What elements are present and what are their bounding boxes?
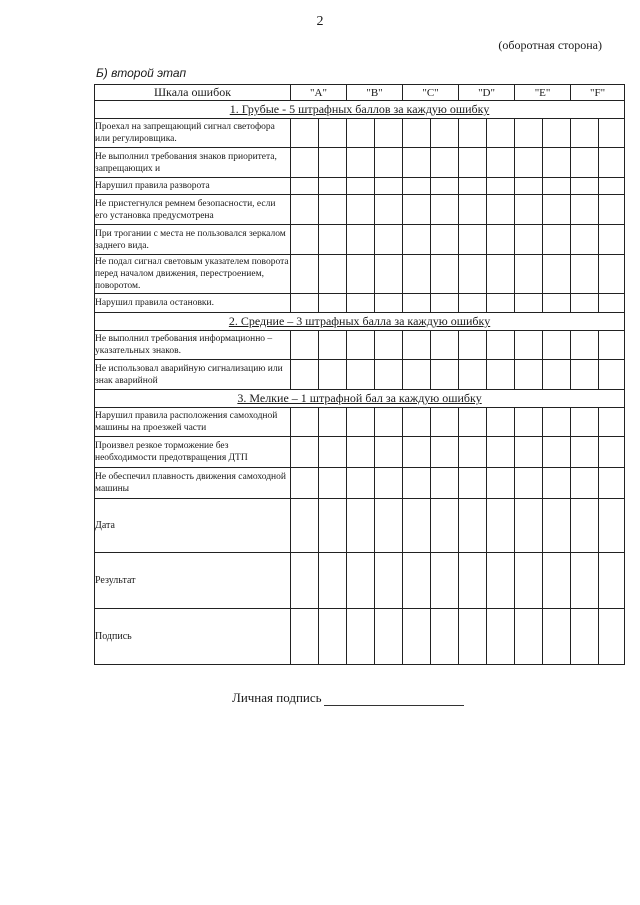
score-cell[interactable] <box>543 119 571 148</box>
score-cell[interactable] <box>319 178 347 195</box>
score-cell[interactable] <box>431 148 459 178</box>
score-cell[interactable] <box>431 195 459 225</box>
score-cell[interactable] <box>403 553 431 609</box>
score-cell[interactable] <box>599 408 625 437</box>
score-cell[interactable] <box>347 553 375 609</box>
score-cell[interactable] <box>599 294 625 313</box>
score-cell[interactable] <box>347 195 375 225</box>
score-cell[interactable] <box>291 148 319 178</box>
score-cell[interactable] <box>515 294 543 313</box>
footer-label: Подпись <box>95 609 291 665</box>
score-cell[interactable] <box>347 255 375 294</box>
score-cell[interactable] <box>291 331 319 360</box>
score-cell[interactable] <box>599 178 625 195</box>
score-cell[interactable] <box>571 609 599 665</box>
score-cell[interactable] <box>515 178 543 195</box>
score-cell[interactable] <box>431 294 459 313</box>
score-cell[interactable] <box>347 119 375 148</box>
table-header-row <box>95 85 625 101</box>
error-description: Не подал сигнал световым указателем поворота перед началом движения, перестроением, поворотом. <box>95 255 291 294</box>
score-cell[interactable] <box>347 468 375 499</box>
score-cell[interactable] <box>599 553 625 609</box>
score-cell[interactable] <box>403 195 431 225</box>
score-cell[interactable] <box>403 437 431 468</box>
score-cell[interactable] <box>515 609 543 665</box>
score-cell[interactable] <box>319 499 347 553</box>
score-cell[interactable] <box>403 499 431 553</box>
section-title: 1. Грубые - 5 штрафных баллов за каждую ошибку <box>229 102 490 116</box>
score-cell[interactable] <box>543 408 571 437</box>
score-cell[interactable] <box>599 255 625 294</box>
score-cell[interactable] <box>375 255 403 294</box>
score-cell[interactable] <box>487 178 515 195</box>
score-cell[interactable] <box>375 408 403 437</box>
error-description: Не выполнил требования информационно – указательных знаков. <box>95 331 291 360</box>
score-cell[interactable] <box>291 553 319 609</box>
score-cell[interactable] <box>319 360 347 390</box>
score-cell[interactable] <box>515 148 543 178</box>
section-title: 2. Средние – 3 штрафных балла за каждую ошибку <box>228 314 491 328</box>
score-cell[interactable] <box>599 499 625 553</box>
score-cell[interactable] <box>347 148 375 178</box>
score-cell[interactable] <box>431 360 459 390</box>
score-cell[interactable] <box>403 255 431 294</box>
score-cell[interactable] <box>347 225 375 255</box>
section-title-cell <box>95 101 625 119</box>
score-cell[interactable] <box>459 499 487 553</box>
score-cell[interactable] <box>487 437 515 468</box>
score-cell[interactable] <box>319 408 347 437</box>
table-row <box>95 331 625 360</box>
score-cell[interactable] <box>599 437 625 468</box>
score-cell[interactable] <box>375 225 403 255</box>
score-cell[interactable] <box>291 609 319 665</box>
score-cell[interactable] <box>291 468 319 499</box>
score-cell[interactable] <box>459 119 487 148</box>
score-cell[interactable] <box>515 553 543 609</box>
score-cell[interactable] <box>347 609 375 665</box>
score-cell[interactable] <box>487 609 515 665</box>
score-cell[interactable] <box>347 294 375 313</box>
score-cell[interactable] <box>459 437 487 468</box>
score-cell[interactable] <box>403 360 431 390</box>
score-cell[interactable] <box>543 178 571 195</box>
score-cell[interactable] <box>347 499 375 553</box>
score-cell[interactable] <box>431 553 459 609</box>
score-cell[interactable] <box>431 408 459 437</box>
score-cell[interactable] <box>347 360 375 390</box>
score-cell[interactable] <box>599 468 625 499</box>
personal-signature <box>232 690 464 706</box>
score-cell[interactable] <box>487 294 515 313</box>
score-cell[interactable] <box>319 609 347 665</box>
score-cell[interactable] <box>487 225 515 255</box>
footer-row <box>95 553 625 609</box>
score-cell[interactable] <box>319 225 347 255</box>
score-cell[interactable] <box>347 331 375 360</box>
error-scale-table <box>94 84 625 665</box>
table-row <box>95 225 625 255</box>
score-cell[interactable] <box>431 331 459 360</box>
score-cell[interactable] <box>487 331 515 360</box>
score-cell[interactable] <box>571 294 599 313</box>
score-cell[interactable] <box>487 468 515 499</box>
section-row <box>95 390 625 408</box>
score-cell[interactable] <box>291 178 319 195</box>
score-cell[interactable] <box>459 225 487 255</box>
score-cell[interactable] <box>291 437 319 468</box>
score-cell[interactable] <box>599 195 625 225</box>
score-cell[interactable] <box>459 148 487 178</box>
score-cell[interactable] <box>571 468 599 499</box>
score-cell[interactable] <box>543 195 571 225</box>
score-cell[interactable] <box>487 148 515 178</box>
score-cell[interactable] <box>291 225 319 255</box>
score-cell[interactable] <box>375 437 403 468</box>
score-cell[interactable] <box>515 468 543 499</box>
table-row <box>95 195 625 225</box>
score-cell[interactable] <box>403 119 431 148</box>
score-cell[interactable] <box>487 408 515 437</box>
score-cell[interactable] <box>571 437 599 468</box>
score-cell[interactable] <box>459 609 487 665</box>
score-cell[interactable] <box>403 408 431 437</box>
signature-blank-line[interactable] <box>324 693 464 706</box>
score-cell[interactable] <box>459 178 487 195</box>
page-number: 2 <box>316 14 324 29</box>
section-title-cell <box>95 390 625 408</box>
score-cell[interactable] <box>347 408 375 437</box>
stage-title: Б) второй этап <box>96 66 187 80</box>
score-cell[interactable] <box>431 437 459 468</box>
footer-label: Результат <box>95 553 291 609</box>
score-cell[interactable] <box>515 331 543 360</box>
score-cell[interactable] <box>543 294 571 313</box>
score-cell[interactable] <box>319 148 347 178</box>
score-cell[interactable] <box>403 148 431 178</box>
score-cell[interactable] <box>571 195 599 225</box>
score-cell[interactable] <box>431 609 459 665</box>
score-cell[interactable] <box>571 553 599 609</box>
column-header-f: "F" <box>571 85 625 101</box>
error-description: Нарушил правила остановки. <box>95 294 291 313</box>
score-cell[interactable] <box>515 119 543 148</box>
score-cell[interactable] <box>375 119 403 148</box>
score-cell[interactable] <box>571 255 599 294</box>
error-description: Произвел резкое торможение без необходимости предотвращения ДТП <box>95 437 291 468</box>
footer-label: Дата <box>95 499 291 553</box>
score-cell[interactable] <box>431 499 459 553</box>
score-cell[interactable] <box>375 609 403 665</box>
score-cell[interactable] <box>291 255 319 294</box>
score-cell[interactable] <box>571 225 599 255</box>
score-cell[interactable] <box>487 255 515 294</box>
score-cell[interactable] <box>543 225 571 255</box>
score-cell[interactable] <box>459 255 487 294</box>
score-cell[interactable] <box>375 553 403 609</box>
score-cell[interactable] <box>571 499 599 553</box>
column-header-b: "B" <box>347 85 403 101</box>
score-cell[interactable] <box>291 294 319 313</box>
score-cell[interactable] <box>599 331 625 360</box>
score-cell[interactable] <box>543 255 571 294</box>
score-cell[interactable] <box>291 499 319 553</box>
score-cell[interactable] <box>571 178 599 195</box>
score-cell[interactable] <box>487 499 515 553</box>
column-header-a: "A" <box>291 85 347 101</box>
score-cell[interactable] <box>319 119 347 148</box>
table-row <box>95 468 625 499</box>
score-cell[interactable] <box>571 331 599 360</box>
score-cell[interactable] <box>319 294 347 313</box>
footer-row <box>95 609 625 665</box>
score-cell[interactable] <box>319 255 347 294</box>
footer-row <box>95 499 625 553</box>
error-description: Не пристегнулся ремнем безопасности, если его установка предусмотрена <box>95 195 291 225</box>
error-description: При трогании с места не пользовался зеркалом заднего вида. <box>95 225 291 255</box>
score-cell[interactable] <box>459 553 487 609</box>
score-cell[interactable] <box>459 468 487 499</box>
score-cell[interactable] <box>319 437 347 468</box>
section-row <box>95 313 625 331</box>
score-cell[interactable] <box>291 408 319 437</box>
table-row <box>95 148 625 178</box>
score-cell[interactable] <box>431 468 459 499</box>
score-cell[interactable] <box>403 609 431 665</box>
score-cell[interactable] <box>515 437 543 468</box>
score-cell[interactable] <box>515 408 543 437</box>
score-cell[interactable] <box>291 195 319 225</box>
reverse-side-note: (оборотная сторона) <box>498 38 602 52</box>
section-title-cell <box>95 313 625 331</box>
column-header-c: "C" <box>403 85 459 101</box>
score-cell[interactable] <box>459 360 487 390</box>
score-cell[interactable] <box>487 119 515 148</box>
error-description: Не обеспечил плавность движения самоходной машины <box>95 468 291 499</box>
score-cell[interactable] <box>403 225 431 255</box>
score-cell[interactable] <box>403 468 431 499</box>
score-cell[interactable] <box>375 178 403 195</box>
table-row <box>95 360 625 390</box>
error-description: Проехал на запрещающий сигнал светофора или регулировщика. <box>95 119 291 148</box>
table-row <box>95 408 625 437</box>
score-cell[interactable] <box>599 148 625 178</box>
score-cell[interactable] <box>543 499 571 553</box>
score-cell[interactable] <box>375 195 403 225</box>
score-cell[interactable] <box>571 119 599 148</box>
score-cell[interactable] <box>459 331 487 360</box>
score-cell[interactable] <box>515 360 543 390</box>
score-cell[interactable] <box>319 195 347 225</box>
error-description: Нарушил правила разворота <box>95 178 291 195</box>
score-cell[interactable] <box>375 331 403 360</box>
score-cell[interactable] <box>403 331 431 360</box>
score-cell[interactable] <box>543 437 571 468</box>
score-cell[interactable] <box>291 119 319 148</box>
score-cell[interactable] <box>543 148 571 178</box>
error-description: Нарушил правила расположения самоходной машины на проезжей части <box>95 408 291 437</box>
score-cell[interactable] <box>571 408 599 437</box>
score-cell[interactable] <box>375 360 403 390</box>
score-cell[interactable] <box>571 360 599 390</box>
table-row <box>95 119 625 148</box>
score-cell[interactable] <box>319 468 347 499</box>
score-cell[interactable] <box>487 553 515 609</box>
score-cell[interactable] <box>459 294 487 313</box>
score-cell[interactable] <box>403 294 431 313</box>
score-cell[interactable] <box>515 225 543 255</box>
score-cell[interactable] <box>487 195 515 225</box>
score-cell[interactable] <box>291 360 319 390</box>
score-cell[interactable] <box>515 255 543 294</box>
table-row <box>95 178 625 195</box>
score-cell[interactable] <box>543 553 571 609</box>
error-description: Не использовал аварийную сигнализацию или знак аварийной <box>95 360 291 390</box>
section-title: 3. Мелкие – 1 штрафной бал за каждую ошибку <box>237 391 482 405</box>
score-cell[interactable] <box>431 178 459 195</box>
score-cell[interactable] <box>319 331 347 360</box>
score-cell[interactable] <box>543 468 571 499</box>
score-cell[interactable] <box>347 178 375 195</box>
error-description: Не выполнил требования знаков приоритета, запрещающих и <box>95 148 291 178</box>
score-cell[interactable] <box>515 195 543 225</box>
score-cell[interactable] <box>347 437 375 468</box>
score-cell[interactable] <box>375 499 403 553</box>
table-row <box>95 437 625 468</box>
score-cell[interactable] <box>403 178 431 195</box>
score-cell[interactable] <box>459 195 487 225</box>
score-cell[interactable] <box>459 408 487 437</box>
score-cell[interactable] <box>375 148 403 178</box>
score-cell[interactable] <box>599 119 625 148</box>
score-cell[interactable] <box>487 360 515 390</box>
table-row <box>95 255 625 294</box>
score-cell[interactable] <box>543 360 571 390</box>
personal-signature-label: Личная подпись <box>232 690 322 705</box>
score-cell[interactable] <box>431 119 459 148</box>
score-cell[interactable] <box>599 609 625 665</box>
table-row <box>95 294 625 313</box>
score-cell[interactable] <box>431 255 459 294</box>
score-cell[interactable] <box>543 331 571 360</box>
section-row <box>95 101 625 119</box>
column-header-d: "D" <box>459 85 515 101</box>
score-cell[interactable] <box>599 225 625 255</box>
error-scale-header: Шкала ошибок <box>95 85 291 101</box>
score-cell[interactable] <box>571 148 599 178</box>
score-cell[interactable] <box>543 609 571 665</box>
score-cell[interactable] <box>319 553 347 609</box>
column-header-e: "E" <box>515 85 571 101</box>
score-cell[interactable] <box>599 360 625 390</box>
score-cell[interactable] <box>431 225 459 255</box>
score-cell[interactable] <box>375 294 403 313</box>
score-cell[interactable] <box>515 499 543 553</box>
score-cell[interactable] <box>375 468 403 499</box>
